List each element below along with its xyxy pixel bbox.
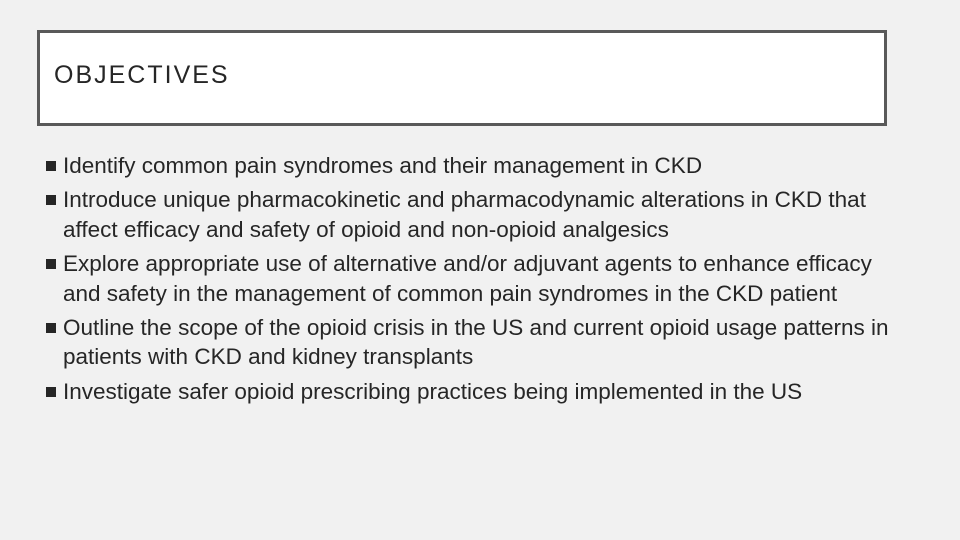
list-item (44, 151, 894, 180)
list-item-text: Explore appropriate use of alternative and/or adjuvant agents to enhance efficacy and safety in the management of common pain syndromes in the CKD patient (63, 251, 872, 306)
list-item-text: Introduce unique pharmacokinetic and pharmacodynamic alterations in CKD that affect efficacy and safety of opioid and non-opioid analgesics (63, 187, 866, 242)
title-box (37, 30, 887, 126)
list-item-text: Identify common pain syndromes and their management in CKD (63, 153, 703, 178)
square-bullet-icon (46, 323, 56, 333)
list-item (44, 313, 894, 372)
list-item-text: Outline the scope of the opioid crisis in the US and current opioid usage patterns in patients with CKD and kidney transplants (63, 315, 889, 370)
square-bullet-icon (46, 195, 56, 205)
list-item (44, 185, 894, 244)
list-item (44, 249, 894, 308)
list-item-text: Investigate safer opioid prescribing practices being implemented in the US (63, 378, 803, 404)
objectives-list (44, 151, 894, 411)
square-bullet-icon (46, 259, 56, 269)
square-bullet-icon (46, 161, 56, 171)
list-item (44, 377, 894, 406)
square-bullet-icon (46, 387, 56, 397)
slide-title: OBJECTIVES (54, 61, 230, 89)
